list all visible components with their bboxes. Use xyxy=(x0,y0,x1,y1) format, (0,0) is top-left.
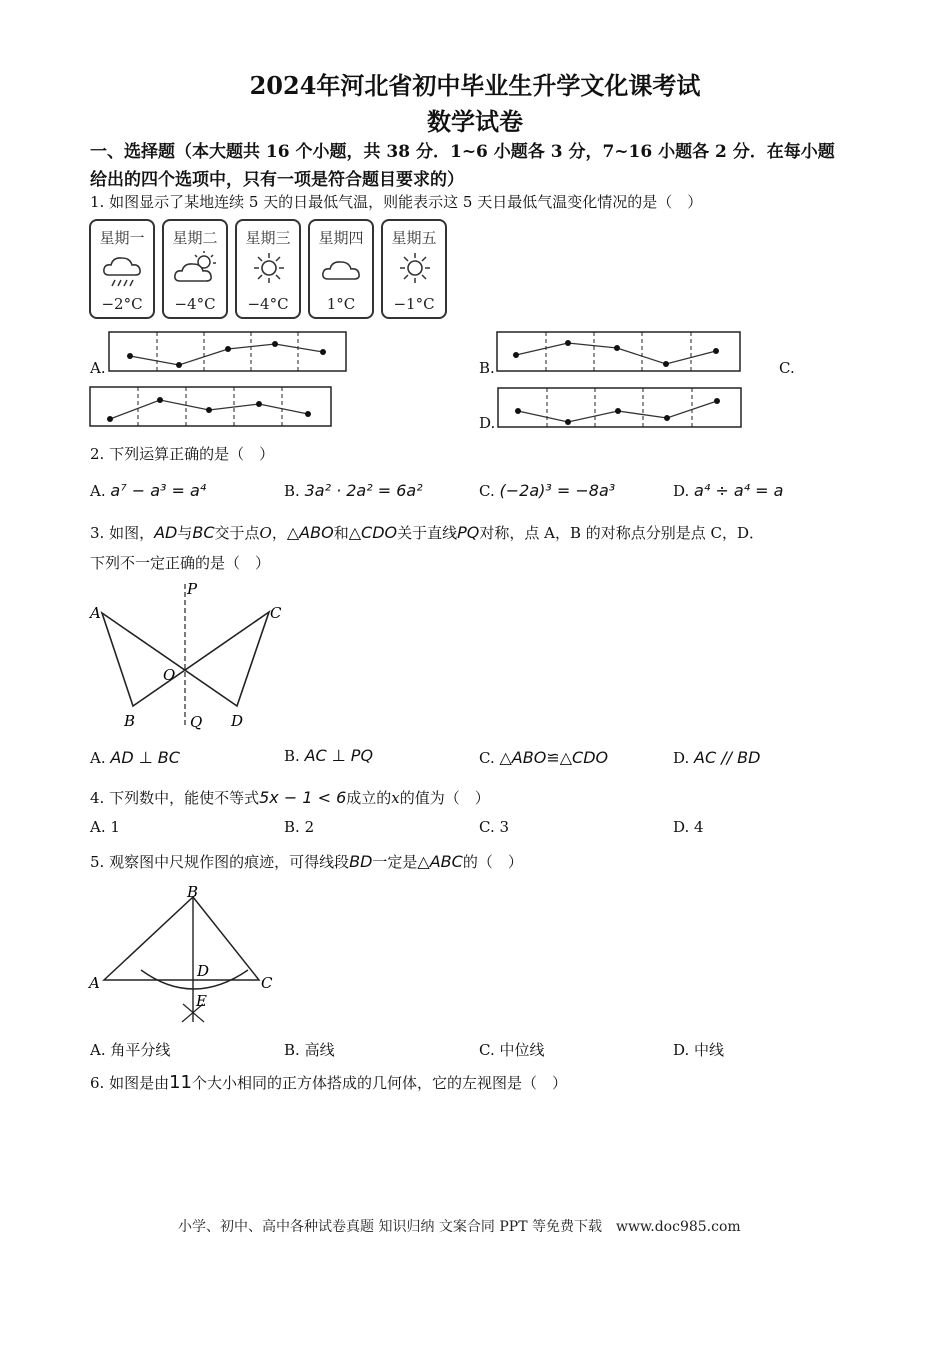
page-title: 2024年河北省初中毕业生升学文化课考试 xyxy=(249,71,701,100)
weather-temp: −2°C xyxy=(101,295,143,313)
q1-option-a-label: A. xyxy=(90,359,106,377)
q5-option-b xyxy=(284,1039,335,1060)
option-label: B. xyxy=(284,747,300,765)
q5-figure xyxy=(86,880,286,1026)
q3-option-d xyxy=(673,748,760,767)
label-E: E xyxy=(196,992,207,1010)
q3-math: AD xyxy=(154,523,178,542)
option-value: 4 xyxy=(694,818,704,836)
weather-temp: −1°C xyxy=(393,295,435,313)
section-heading-line2: 给出的四个选项中，只有一项是符合题目要求的） xyxy=(90,170,464,190)
question-3-line2: 下列不一定正确的是（ ） xyxy=(90,554,271,572)
option-label: D. xyxy=(673,482,690,500)
q2-option-b xyxy=(284,481,423,500)
q4-text: 4. 下列数中，能使不等式 xyxy=(90,789,260,807)
q3-text: 交于点 xyxy=(214,524,260,542)
q4-option-d xyxy=(673,818,704,836)
weather-card-tue xyxy=(162,219,228,319)
weather-day: 星期五 xyxy=(391,229,437,247)
weather-card-fri xyxy=(381,219,447,319)
label-D: D xyxy=(231,712,244,730)
q3-text: ， xyxy=(271,524,287,542)
option-expr: AD ⊥ BC xyxy=(110,748,180,767)
footer-text: 小学、初中、高中各种试卷真题 知识归纳 文案合同 PPT 等免费下载 www.doc985.com xyxy=(178,1219,741,1235)
q4-option-c xyxy=(479,818,509,836)
weather-day: 星期一 xyxy=(99,229,145,247)
q3-math: △CDO xyxy=(348,523,398,542)
q2-option-a xyxy=(90,481,206,500)
sun-icon xyxy=(391,249,439,293)
q6-number: 11 xyxy=(169,1072,192,1093)
partly-cloudy-icon xyxy=(172,249,220,293)
q5-option-c xyxy=(479,1039,545,1060)
q5-text: 的（ ） xyxy=(462,853,523,871)
option-value: 角平分线 xyxy=(110,1041,171,1059)
cloud-icon xyxy=(318,249,366,293)
option-label: B. xyxy=(284,482,300,500)
weather-card-wed xyxy=(235,219,301,319)
sun-icon xyxy=(245,249,293,293)
option-label: A. xyxy=(90,818,106,836)
option-value: 1 xyxy=(110,818,120,836)
option-label: C. xyxy=(479,482,495,500)
q4-inequality: 5x − 1 < 6 xyxy=(259,788,347,807)
question-4-text xyxy=(90,787,490,808)
weather-temp: 1°C xyxy=(326,295,356,313)
option-value: 2 xyxy=(304,818,315,836)
q1-option-b-graph xyxy=(496,331,742,373)
option-label: B. xyxy=(284,818,300,836)
q3-math: BC xyxy=(192,523,215,542)
option-label: A. xyxy=(90,1041,106,1059)
q1-option-a-graph xyxy=(108,331,348,373)
option-expr: a⁷ − a³ = a⁴ xyxy=(110,481,207,500)
q5-option-d xyxy=(673,1039,724,1060)
option-expr: a⁴ ÷ a⁴ = a xyxy=(694,481,784,500)
option-value: 中位线 xyxy=(499,1041,545,1059)
q3-text: 与 xyxy=(177,524,193,542)
rain-cloud-icon xyxy=(99,249,147,293)
q4-option-b xyxy=(284,818,314,836)
q2-option-d xyxy=(673,481,783,500)
q2-option-c xyxy=(479,481,615,500)
option-value: 3 xyxy=(499,818,510,836)
q1-option-c-label: C. xyxy=(779,359,795,377)
weather-temp: −4°C xyxy=(174,295,216,313)
q4-var: x xyxy=(391,789,400,807)
option-value: 中线 xyxy=(694,1041,725,1059)
q5-option-a xyxy=(90,1039,170,1060)
label-A: A xyxy=(89,974,100,992)
question-5-text xyxy=(90,851,523,872)
option-label: A. xyxy=(90,749,106,767)
q5-math: BD xyxy=(349,852,373,871)
q1-option-c-graph xyxy=(89,386,333,428)
option-expr: △ABO≌△CDO xyxy=(499,748,609,767)
q3-math: PQ xyxy=(457,523,480,542)
q3-text: 和 xyxy=(333,524,349,542)
section-heading-line1: 一、选择题（本大题共 16 个小题，共 38 分．1~6 小题各 3 分，7~16 小题各 2 分．在每小题 xyxy=(90,142,835,162)
option-label: C. xyxy=(479,1041,495,1059)
q5-text: 一定是 xyxy=(372,853,418,871)
q1-option-d-label: D. xyxy=(479,414,496,432)
question-2-text: 2. 下列运算正确的是（ ） xyxy=(90,445,275,463)
option-label: D. xyxy=(673,1041,690,1059)
label-P: P xyxy=(187,580,198,598)
q1-option-b-label: B. xyxy=(479,359,495,377)
label-B: B xyxy=(187,883,199,901)
label-B: B xyxy=(124,712,136,730)
question-6-text xyxy=(90,1072,567,1093)
option-expr: (−2a)³ = −8a³ xyxy=(499,481,616,500)
option-expr: AC // BD xyxy=(694,748,761,767)
q3-text: 对称，点 A，B 的对称点分别是点 C，D． xyxy=(479,524,765,542)
q4-text: 的值为（ ） xyxy=(399,789,490,807)
q6-text: 个大小相同的正方体搭成的几何体，它的左视图是（ ） xyxy=(192,1074,568,1092)
option-value: 高线 xyxy=(304,1041,335,1059)
label-C: C xyxy=(270,604,282,622)
q5-text: 5. 观察图中尺规作图的痕迹，可得线段 xyxy=(90,853,350,871)
q3-option-a xyxy=(90,748,180,767)
weather-day: 星期四 xyxy=(318,229,364,247)
option-expr: 3a² · 2a² = 6a² xyxy=(304,481,423,500)
option-expr: AC ⊥ PQ xyxy=(304,746,374,765)
option-label: C. xyxy=(479,818,495,836)
q3-option-b xyxy=(284,746,373,765)
page-subtitle: 数学试卷 xyxy=(427,107,523,136)
option-label: C. xyxy=(479,749,495,767)
weather-card-thu xyxy=(308,219,374,319)
option-label: D. xyxy=(673,749,690,767)
q4-text: 成立的 xyxy=(346,789,392,807)
q3-text: 3. 如图， xyxy=(90,524,155,542)
q3-option-c xyxy=(479,748,608,767)
q3-math: △ABO xyxy=(286,523,334,542)
label-Q: Q xyxy=(190,713,203,731)
question-1-text: 1. 如图显示了某地连续 5 天的日最低气温，则能表示这 5 天日最低气温变化情况的是（ ） xyxy=(90,193,703,211)
question-3-line1 xyxy=(90,522,764,543)
q3-text: 关于直线 xyxy=(397,524,458,542)
label-A: A xyxy=(90,604,101,622)
label-D: D xyxy=(197,962,210,980)
weather-day: 星期二 xyxy=(172,229,218,247)
weather-day: 星期三 xyxy=(245,229,291,247)
q4-option-a xyxy=(90,818,120,836)
option-label: B. xyxy=(284,1041,300,1059)
weather-temp: −4°C xyxy=(247,295,289,313)
label-O: O xyxy=(163,666,176,684)
weather-card-mon xyxy=(89,219,155,319)
q3-figure xyxy=(86,578,296,734)
q1-option-d-graph xyxy=(497,387,743,429)
option-label: D. xyxy=(673,818,690,836)
option-label: A. xyxy=(90,482,106,500)
q3-math: O xyxy=(259,524,272,542)
label-C: C xyxy=(261,974,273,992)
q5-math: △ABC xyxy=(417,852,463,871)
q6-text: 6. 如图是由 xyxy=(90,1074,170,1092)
